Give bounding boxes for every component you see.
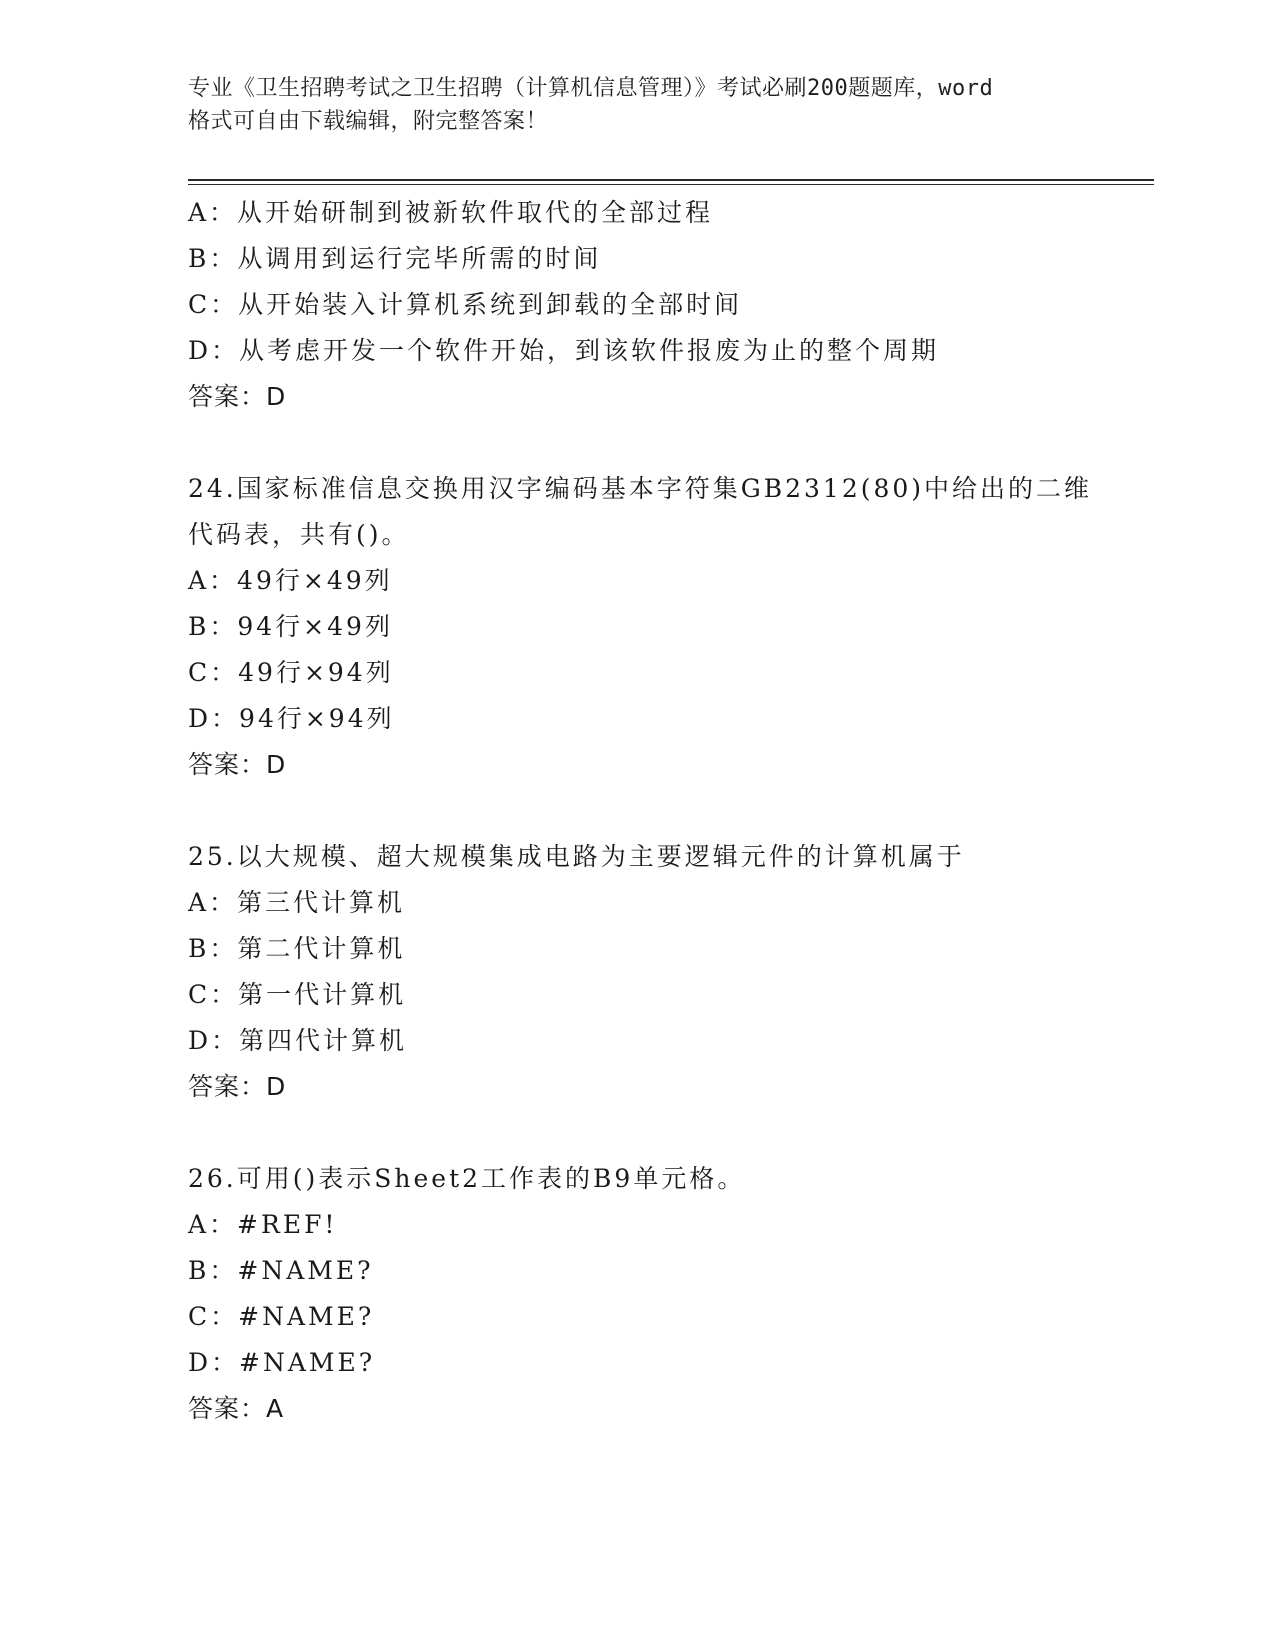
question-26 xyxy=(188,1156,1148,1432)
question-stem-line-1: 24.国家标准信息交换用汉字编码基本字符集GB2312(80)中给出的二维 xyxy=(188,474,1093,503)
question-list xyxy=(188,190,1148,1432)
question-stem: 26.可用()表示Sheet2工作表的B9单元格。 xyxy=(188,1164,746,1193)
question-stem: 25.以大规模、超大规模集成电路为主要逻辑元件的计算机属于 xyxy=(188,842,965,871)
option-b: B：第二代计算机 xyxy=(188,934,406,963)
header-divider-thick xyxy=(188,179,1154,181)
option-c: C：49行×94列 xyxy=(188,658,394,687)
option-b: B：94行×49列 xyxy=(188,612,393,641)
option-a: A：49行×49列 xyxy=(188,566,393,595)
option-b: B：#NAME? xyxy=(188,1256,374,1285)
option-c: C：第一代计算机 xyxy=(188,980,407,1009)
document-header xyxy=(188,72,1088,138)
answer: 答案：A xyxy=(188,1394,285,1423)
option-d: D：从考虑开发一个软件开始，到该软件报废为止的整个周期 xyxy=(188,336,940,365)
spacer xyxy=(188,420,1148,466)
header-line-1: 专业《卫生招聘考试之卫生招聘（计算机信息管理）》考试必刷200题题库，word xyxy=(188,76,994,101)
header-line-2: 格式可自由下载编辑，附完整答案！ xyxy=(188,109,549,134)
question-24 xyxy=(188,466,1148,788)
option-b: B：从调用到运行完毕所需的时间 xyxy=(188,244,602,273)
option-c: C：#NAME? xyxy=(188,1302,375,1331)
question-stem-line-2: 代码表，共有()。 xyxy=(188,520,410,549)
option-c: C：从开始装入计算机系统到卸载的全部时间 xyxy=(188,290,743,319)
option-a: A：从开始研制到被新软件取代的全部过程 xyxy=(188,198,714,227)
question-23 xyxy=(188,190,1148,420)
spacer xyxy=(188,788,1148,834)
option-d: D：94行×94列 xyxy=(188,704,395,733)
spacer xyxy=(188,1110,1148,1156)
answer: 答案：D xyxy=(188,382,287,411)
option-a: A：第三代计算机 xyxy=(188,888,406,917)
question-25 xyxy=(188,834,1148,1110)
answer: 答案：D xyxy=(188,750,287,779)
header-divider-thin xyxy=(188,184,1154,185)
option-d: D：#NAME? xyxy=(188,1348,376,1377)
option-a: A：#REF! xyxy=(188,1210,338,1239)
option-d: D：第四代计算机 xyxy=(188,1026,408,1055)
answer: 答案：D xyxy=(188,1072,287,1101)
